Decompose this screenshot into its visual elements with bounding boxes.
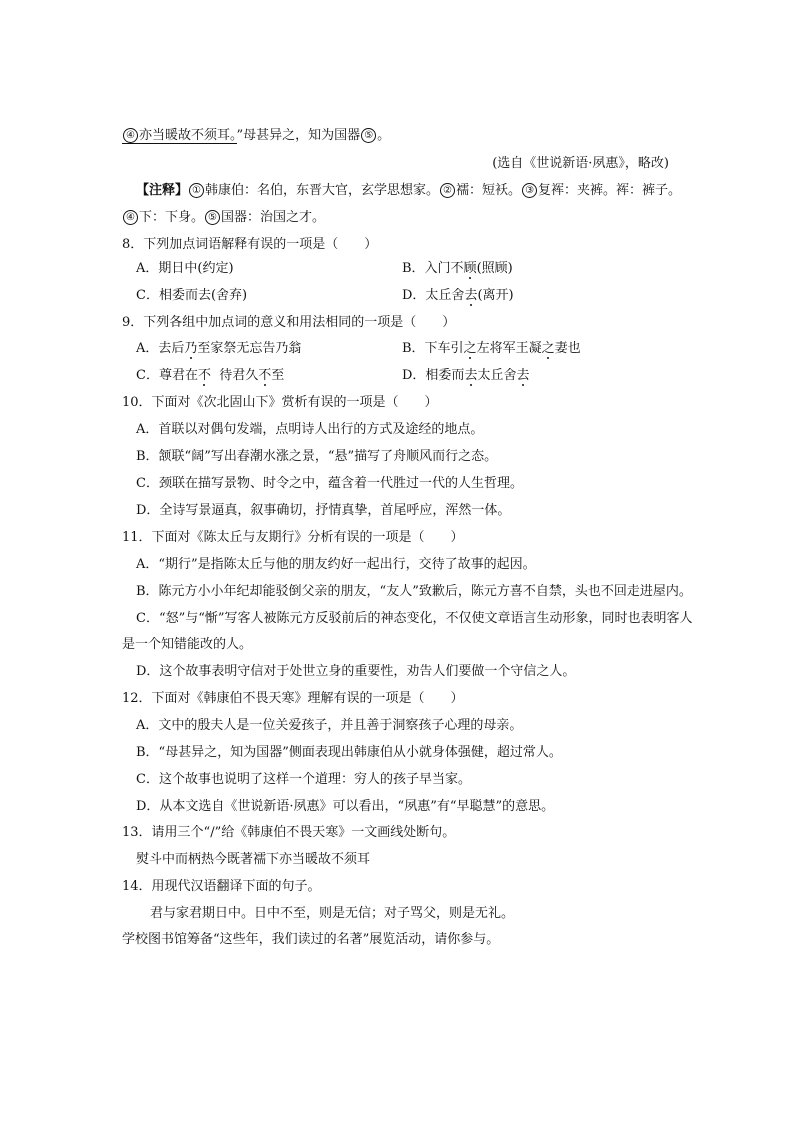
q8-option-b: B．入门不顾(照顾) [402, 261, 513, 276]
q13-text: 熨斗中而柄热今既著襦下亦当暖故不须耳 [136, 852, 371, 867]
q11-option-d: D．这个故事表明守信对于处世立身的重要性，劝告人们要做一个守信之人。 [136, 664, 576, 679]
q11-option-b: B．陈元方小小年纪却能驳倒父亲的朋友，“友人”致歉后，陈元方喜不自禁，头也不回走进屋内。 [136, 584, 692, 599]
q11-option-a: A．“期行”是指陈太丘与他的朋友约好一起出行，交待了故事的起因。 [136, 557, 536, 572]
q14-stem: 14．用现代汉语翻译下面的句子。 [122, 879, 321, 894]
q8-option-a: A．期日中(约定) [136, 261, 234, 276]
notes-line-1: 【注释】 ① 韩康伯：名伯，东晋大官，玄学思想家。 ② 襦：短袄。 ③ 复裈：夹裤。裈：裤子。 [136, 183, 682, 198]
notes-label: 【注释】 [136, 183, 189, 198]
q10-option-b: B．颔联“阔”写出春潮水涨之景，“悬”描写了舟顺风而行之态。 [136, 449, 498, 464]
q9-option-b: B．下车引之左将军王凝之妻也 [402, 341, 581, 356]
q12-stem: 12．下面对《韩康伯不畏天寒》理解有误的一项是（ ） [122, 691, 464, 706]
q8-option-d: D．太丘舍去(离开) [402, 288, 514, 303]
q10-option-a: A．首联以对偶句发端，点明诗人出行的方式及途经的地点。 [136, 422, 484, 437]
q13-stem: 13．请用三个“/”给《韩康伯不畏天寒》一文画线处断句。 [122, 825, 456, 840]
q9-option-c: C．尊君在不 待君久不至 [136, 368, 285, 383]
q11-stem: 11．下面对《陈太丘与友期行》分析有误的一项是（ ） [122, 530, 464, 545]
circled-num: ② [440, 183, 455, 198]
q12-option-c: C．这个故事也说明了这样一个道理：穷人的孩子早当家。 [136, 772, 471, 787]
q14-text: 君与家君期日中。日中不至，则是无信；对子骂父，则是无礼。 [150, 906, 515, 921]
circled-num: ① [189, 183, 204, 198]
q9-option-a: A．去后乃至家祭无忘告乃翁 [136, 341, 302, 356]
q12-option-d: D．从本文选自《世说新语·夙惠》可以看出，“夙惠”有“早聪慧”的意思。 [136, 799, 555, 814]
passage-tail: ④ 亦当暖故不须耳。”母甚异之，知为国器 ⑤ 。 [122, 127, 390, 145]
q11-option-c: C．“怒”与“惭”写客人被陈元方反驳前后的神态变化，不仅使文章语言生动形象，同时也表明客人 [136, 611, 693, 626]
circled-num: ⑤ [205, 210, 220, 225]
underlined-segment: ④ 亦当暖故不须耳。 [122, 128, 237, 144]
circled-num: ⑤ [361, 128, 376, 143]
q9-stem: 9．下列各组中加点词的意义和用法相同的一项是（ ） [122, 315, 456, 330]
circled-num: ④ [123, 210, 138, 225]
q10-stem: 10．下面对《次北固山下》赏析有误的一项是（ ） [122, 395, 438, 410]
q8-option-c: C．相委而去(舍弃) [136, 288, 248, 303]
circled-num: ④ [123, 128, 138, 143]
q12-option-b: B．“母甚异之，知为国器”侧面表现出韩康伯从小就身体强健，超过常人。 [136, 745, 562, 760]
closing-line: 学校图书馆筹备“这些年，我们读过的名著”展览活动，请你参与。 [122, 932, 500, 947]
q10-option-c: C．颈联在描写景物、时令之中，蕴含着一代胜过一代的人生哲理。 [136, 476, 523, 491]
source-citation: (选自《世说新语·夙惠》，略改) [492, 156, 669, 171]
q12-option-a: A．文中的殷夫人是一位关爱孩子，并且善于洞察孩子心理的母亲。 [136, 718, 523, 733]
q11-option-c-cont: 是一个知错能改的人。 [122, 637, 253, 652]
circled-num: ③ [522, 183, 537, 198]
q10-option-d: D．全诗写景逼真，叙事确切，抒情真挚，首尾呼应，浑然一体。 [136, 503, 511, 518]
notes-line-2: ④ 下：下身。 ⑤ 国器：治国之才。 [122, 209, 325, 227]
q8-stem: 8．下列加点词语解释有误的一项是（ ） [122, 237, 378, 252]
q9-option-d: D．相委而去太丘舍去 [402, 368, 530, 383]
